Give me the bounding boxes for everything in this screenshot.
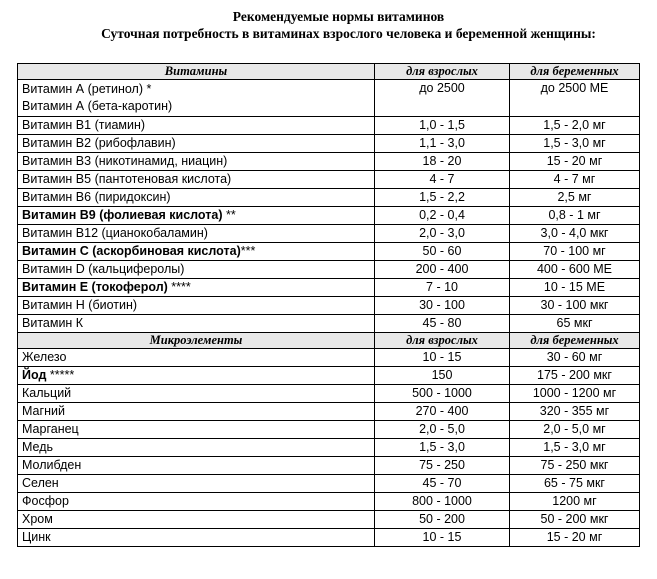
value-pregnant: 320 - 355 мг [510, 403, 640, 421]
nutrient-name-cell [18, 457, 375, 475]
nutrient-name-cell [18, 315, 375, 333]
value-adults: 30 - 100 [375, 297, 510, 315]
nutrient-name: Витамин В9 (фолиевая кислота) [22, 208, 223, 222]
value-adults: 200 - 400 [375, 261, 510, 279]
value-pregnant: 30 - 100 мкг [510, 297, 640, 315]
value-adults: 45 - 80 [375, 315, 510, 333]
nutrient-name-cell [18, 475, 375, 493]
nutrient-name: Витамин В6 (пиридоксин) [22, 190, 171, 204]
value-adults: 75 - 250 [375, 457, 510, 475]
value-pregnant: 1000 - 1200 мг [510, 385, 640, 403]
page-subtitle: Суточная потребность в витаминах взрослого человека и беременной женщины: [101, 26, 596, 41]
value-adults: 1,5 - 2,2 [375, 189, 510, 207]
nutrient-name: Витамин D (кальциферолы) [22, 262, 185, 276]
table-row [18, 243, 640, 261]
nutrient-name-cell [18, 349, 375, 367]
value-adults: 0,2 - 0,4 [375, 207, 510, 225]
vitamins_header-header-row [18, 64, 640, 80]
table-row [18, 189, 640, 207]
nutrient-name-cell [18, 279, 375, 297]
value-adults: 800 - 1000 [375, 493, 510, 511]
value-pregnant: 30 - 60 мг [510, 349, 640, 367]
value-adults: 1,5 - 3,0 [375, 439, 510, 457]
nutrient-name: Витамин Е (токоферол) [22, 280, 168, 294]
table-row [18, 171, 640, 189]
nutrient-name-cell [18, 225, 375, 243]
table-row [18, 225, 640, 243]
value-adults: 50 - 60 [375, 243, 510, 261]
value-pregnant: 1200 мг [510, 493, 640, 511]
value-pregnant: 15 - 20 мг [510, 153, 640, 171]
value-pregnant: 1,5 - 3,0 мг [510, 439, 640, 457]
value-adults: 18 - 20 [375, 153, 510, 171]
footnote-mark: ** [222, 208, 236, 222]
nutrient-name-cell [18, 207, 375, 225]
nutrient-name-cell [18, 297, 375, 315]
nutrient-name-cell [18, 171, 375, 189]
value-pregnant: 2,0 - 5,0 мг [510, 421, 640, 439]
column-header-name: Микроэлементы [18, 333, 375, 349]
table-row [18, 315, 640, 333]
column-header-adults: для взрослых [375, 333, 510, 349]
table-row [18, 153, 640, 171]
nutrient-name-alt: Витамин А (бета-каротин) [22, 99, 173, 113]
table-row [18, 403, 640, 421]
value-pregnant: 10 - 15 МЕ [510, 279, 640, 297]
table-row [18, 135, 640, 153]
nutrient-name: Марганец [22, 422, 79, 436]
value-adults: 1,0 - 1,5 [375, 117, 510, 135]
value-pregnant: 75 - 250 мкг [510, 457, 640, 475]
page-title: Рекомендуемые нормы витаминов [232, 9, 445, 24]
table-row [18, 261, 640, 279]
nutrient-name-cell [18, 189, 375, 207]
table-row [18, 529, 640, 547]
minerals_header-header-row [18, 333, 640, 349]
value-adults: 10 - 15 [375, 349, 510, 367]
table-row [18, 207, 640, 225]
nutrient-name: Витамин С (аскорбиновая кислота) [22, 244, 241, 258]
value-pregnant: 1,5 - 2,0 мг [510, 117, 640, 135]
table-row [18, 117, 640, 135]
value-adults: 45 - 70 [375, 475, 510, 493]
table-row [18, 279, 640, 297]
value-pregnant: 4 - 7 мг [510, 171, 640, 189]
table-row [18, 367, 640, 385]
value-pregnant: 400 - 600 МЕ [510, 261, 640, 279]
nutrient-name: Магний [22, 404, 65, 418]
value-adults: 50 - 200 [375, 511, 510, 529]
nutrient-name-cell [18, 367, 375, 385]
footnote-mark: ***** [46, 368, 75, 382]
value-pregnant: 1,5 - 3,0 мг [510, 135, 640, 153]
value-pregnant: 65 мкг [510, 315, 640, 333]
table-body [18, 64, 640, 547]
nutrient-name-cell [18, 243, 375, 261]
nutrient-name-cell [18, 80, 375, 117]
nutrient-name: Витамин В3 (никотинамид, ниацин) [22, 154, 228, 168]
nutrient-name: Витамин Н (биотин) [22, 298, 138, 312]
value-pregnant: 65 - 75 мкг [510, 475, 640, 493]
nutrient-name-cell [18, 421, 375, 439]
table-row [18, 493, 640, 511]
table-row [18, 457, 640, 475]
value-adults: 150 [375, 367, 510, 385]
value-adults: 2,0 - 5,0 [375, 421, 510, 439]
value-adults: 2,0 - 3,0 [375, 225, 510, 243]
column-header-adults: для взрослых [375, 64, 510, 80]
table-row [18, 421, 640, 439]
nutrient-name: Селен [22, 476, 59, 490]
value-pregnant: до 2500 МЕ [510, 80, 640, 117]
value-pregnant: 50 - 200 мкг [510, 511, 640, 529]
nutrient-name-cell [18, 493, 375, 511]
nutrient-name: Витамин В2 (рибофлавин) [22, 136, 176, 150]
value-pregnant: 0,8 - 1 мг [510, 207, 640, 225]
column-header-pregnant: для беременных [510, 333, 640, 349]
nutrient-name: Витамин В5 (пантотеновая кислота) [22, 172, 232, 186]
nutrient-name: Цинк [22, 530, 51, 544]
column-header-name: Витамины [18, 64, 375, 80]
value-adults: 270 - 400 [375, 403, 510, 421]
footnote-mark: *** [240, 244, 256, 258]
nutrient-name: Медь [22, 440, 54, 454]
nutrient-name: Кальций [22, 386, 72, 400]
nutrient-name-cell [18, 403, 375, 421]
nutrient-name: Витамин В12 (цианокобаламин) [22, 226, 208, 240]
table-row [18, 349, 640, 367]
nutrient-name-cell [18, 511, 375, 529]
value-pregnant: 175 - 200 мкг [510, 367, 640, 385]
table-row [18, 439, 640, 457]
nutrient-name-cell [18, 529, 375, 547]
nutrient-name-cell [18, 439, 375, 457]
nutrient-name-cell [18, 117, 375, 135]
nutrient-name: Витамин А (ретинол) * [22, 82, 152, 96]
table-row [18, 385, 640, 403]
table-row [18, 475, 640, 493]
value-adults: 4 - 7 [375, 171, 510, 189]
value-adults: 1,1 - 3,0 [375, 135, 510, 153]
value-pregnant: 70 - 100 мг [510, 243, 640, 261]
nutrient-name: Молибден [22, 458, 82, 472]
column-header-pregnant: для беременных [510, 64, 640, 80]
nutrient-name: Фосфор [22, 494, 69, 508]
value-adults: 10 - 15 [375, 529, 510, 547]
value-adults: до 2500 [375, 80, 510, 117]
nutrient-name: Витамин К [22, 316, 84, 330]
nutrient-name-cell [18, 135, 375, 153]
nutrient-name: Хром [22, 512, 53, 526]
value-pregnant: 3,0 - 4,0 мкг [510, 225, 640, 243]
nutrient-name-cell [18, 261, 375, 279]
table-row [18, 511, 640, 529]
document-header [0, 8, 657, 42]
nutrient-name-cell [18, 385, 375, 403]
value-pregnant: 15 - 20 мг [510, 529, 640, 547]
vitamin-norms-table [17, 63, 640, 547]
footnote-mark: **** [167, 280, 191, 294]
value-adults: 7 - 10 [375, 279, 510, 297]
table-row [18, 297, 640, 315]
nutrient-name: Йод [22, 368, 47, 382]
nutrient-name: Витамин В1 (тиамин) [22, 118, 146, 132]
table-row [18, 80, 640, 117]
nutrient-name-cell [18, 153, 375, 171]
value-pregnant: 2,5 мг [510, 189, 640, 207]
value-adults: 500 - 1000 [375, 385, 510, 403]
nutrient-name: Железо [22, 350, 67, 364]
